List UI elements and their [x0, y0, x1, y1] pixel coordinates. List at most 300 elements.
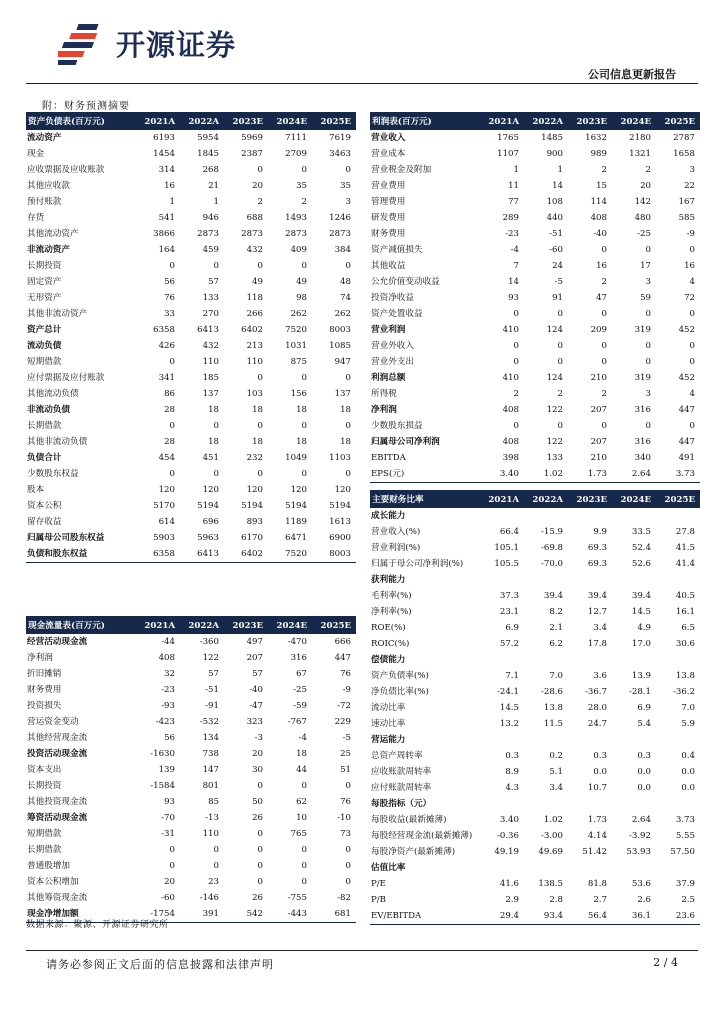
row-label: 营业外收入	[371, 341, 414, 351]
row-value: 875	[290, 357, 307, 367]
row-value: -4	[510, 245, 519, 255]
row-value: 2	[557, 389, 563, 399]
table-row	[370, 210, 700, 226]
row-value	[568, 860, 612, 876]
table-row	[370, 338, 700, 354]
row-value: 14.5	[499, 703, 519, 713]
row-label: 营运资金变动	[27, 717, 79, 727]
row-value: 52.4	[631, 543, 651, 553]
row-value: 0	[601, 357, 607, 367]
year-header: 2023E	[568, 113, 612, 130]
row-value: 0	[345, 469, 351, 479]
year-header: 2025E	[656, 113, 700, 130]
row-value: 765	[290, 829, 307, 839]
row-value: 207	[590, 405, 607, 415]
row-value: 41.4	[675, 559, 695, 569]
table-row	[26, 146, 356, 162]
row-value: 408	[158, 653, 175, 663]
row-value: 22	[684, 181, 695, 191]
row-label: 每股净资产(最新摊薄)	[371, 847, 456, 857]
row-value: 0	[645, 341, 651, 351]
row-value: 893	[246, 517, 263, 527]
row-value	[524, 652, 568, 668]
row-value: 0	[301, 421, 307, 431]
row-label: 营业收入(%)	[371, 527, 421, 537]
row-value: -10	[337, 813, 351, 823]
row-value: 5969	[241, 133, 263, 143]
row-value: -40	[249, 685, 263, 695]
row-label: 资本公积	[27, 501, 62, 511]
table-row	[370, 892, 700, 908]
row-value: 2873	[285, 229, 307, 239]
row-value: 0	[557, 357, 563, 367]
row-value: -423	[155, 717, 175, 727]
row-value: 0	[601, 245, 607, 255]
row-value: 0	[257, 845, 263, 855]
row-value: 5194	[329, 501, 351, 511]
row-value: 0	[301, 781, 307, 791]
row-value: 688	[246, 213, 263, 223]
table-row	[26, 874, 356, 890]
row-value: 410	[502, 373, 519, 383]
row-value: 57	[252, 669, 263, 679]
row-value: -70	[161, 813, 175, 823]
row-value: 210	[590, 453, 607, 463]
row-value: -36.2	[672, 687, 695, 697]
row-value: 0	[257, 781, 263, 791]
table-row	[370, 796, 700, 812]
table-row	[370, 466, 700, 483]
row-value: 0	[513, 341, 519, 351]
row-value: 20	[252, 749, 263, 759]
table-title: 现金流量表(百万元)	[26, 617, 136, 634]
row-label: 其他非流动负债	[27, 437, 88, 447]
row-value: 66.4	[499, 527, 519, 537]
year-header: 2023E	[224, 617, 268, 634]
row-value: -5	[342, 733, 351, 743]
row-label: 获利能力	[371, 575, 406, 585]
row-value: 426	[158, 341, 175, 351]
table-row	[370, 178, 700, 194]
row-label: 非流动资产	[27, 245, 70, 255]
row-value: 14	[552, 181, 563, 191]
row-value: 0	[345, 421, 351, 431]
row-label: 短期借款	[27, 829, 62, 839]
table-row	[370, 434, 700, 450]
row-value: 16	[684, 261, 695, 271]
row-value	[524, 796, 568, 812]
row-value: 28.0	[587, 703, 607, 713]
row-label: 营业费用	[371, 181, 406, 191]
table-row	[370, 636, 700, 652]
row-value: 20	[252, 181, 263, 191]
row-label: 经营活动现金流	[27, 637, 88, 647]
row-value	[480, 652, 524, 668]
row-value: 49.19	[494, 847, 519, 857]
table-row	[370, 508, 700, 524]
table-row	[26, 778, 356, 794]
row-value: 6358	[153, 325, 175, 335]
row-value: 3.40	[480, 466, 524, 483]
row-value: 989	[590, 149, 607, 159]
row-value: 541	[158, 213, 175, 223]
row-value: 18	[296, 437, 307, 447]
row-label: 偿债能力	[371, 655, 406, 665]
row-value: 5.9	[681, 719, 695, 729]
row-label: P/E	[371, 879, 386, 889]
row-value: 0	[601, 309, 607, 319]
row-value: 49.69	[538, 847, 563, 857]
row-value: 5954	[197, 133, 219, 143]
table-row	[26, 338, 356, 354]
row-value: -59	[293, 701, 307, 711]
table-row	[26, 162, 356, 178]
row-value: -91	[205, 701, 219, 711]
row-value: 4	[689, 389, 695, 399]
row-value: 0	[169, 357, 175, 367]
disclaimer-note: 请务必参阅正文后面的信息披露和法律声明	[46, 958, 274, 971]
row-value	[656, 860, 700, 876]
row-value: 15	[596, 181, 607, 191]
row-value: 35	[340, 181, 351, 191]
row-label: 非流动负债	[27, 405, 70, 415]
row-value: 2.1	[549, 623, 563, 633]
table-row	[370, 556, 700, 572]
row-value: 6.9	[505, 623, 519, 633]
row-value: 7111	[285, 133, 307, 143]
row-value: 124	[546, 373, 563, 383]
table-header-row	[26, 113, 356, 130]
table-row	[370, 700, 700, 716]
row-value: 35	[296, 181, 307, 191]
table-row	[370, 130, 700, 146]
table-row	[26, 370, 356, 386]
table-row	[370, 418, 700, 434]
row-label: 估值比率	[371, 863, 406, 873]
row-label: 净利润	[371, 405, 397, 415]
row-value: 3.73	[656, 466, 700, 483]
row-value: 2709	[285, 149, 307, 159]
table-row	[26, 842, 356, 858]
row-value: 23.1	[499, 607, 519, 617]
row-value: -28.6	[540, 687, 563, 697]
row-value: 1.02	[524, 466, 568, 483]
row-value: -5	[554, 277, 563, 287]
table-row	[370, 860, 700, 876]
row-value: 666	[334, 637, 351, 647]
row-value: 133	[202, 293, 219, 303]
row-label: 利润总额	[371, 373, 406, 383]
row-value: 118	[246, 293, 263, 303]
row-value	[568, 572, 612, 588]
row-value: 316	[290, 653, 307, 663]
row-value: 0	[345, 165, 351, 175]
row-value: 86	[164, 389, 175, 399]
table-row	[26, 698, 356, 714]
table-row	[370, 258, 700, 274]
year-header: 2021A	[480, 113, 524, 130]
row-label: 其他筹资现金流	[27, 893, 88, 903]
table-row	[26, 730, 356, 746]
row-value: 0	[301, 877, 307, 887]
row-label: 其他收益	[371, 261, 406, 271]
table-row	[370, 764, 700, 780]
row-value: 1658	[673, 149, 695, 159]
row-value: -532	[199, 717, 219, 727]
row-value: 37.9	[675, 879, 695, 889]
row-value: 447	[334, 653, 351, 663]
row-value	[612, 508, 656, 524]
table-row	[370, 290, 700, 306]
row-value: 0	[345, 261, 351, 271]
table-row	[26, 226, 356, 242]
row-value: 0	[213, 469, 219, 479]
table-row	[370, 572, 700, 588]
row-value: 1.02	[543, 815, 563, 825]
table-row	[370, 844, 700, 860]
row-value: 6471	[285, 533, 307, 543]
row-label: 其他投资现金流	[27, 797, 88, 807]
row-value: 3	[645, 277, 651, 287]
row-value: 114	[590, 197, 607, 207]
row-value: 17.8	[587, 639, 607, 649]
row-value: 134	[202, 733, 219, 743]
row-value: 18	[252, 437, 263, 447]
row-value	[480, 732, 524, 748]
row-value: 0	[169, 421, 175, 431]
row-value: 11	[508, 181, 519, 191]
row-value: 26	[252, 813, 263, 823]
row-label: 资本公积增加	[27, 877, 79, 887]
row-value: 408	[502, 437, 519, 447]
row-label: 营业利润	[371, 325, 406, 335]
row-label: 每股收益(最新摊薄)	[371, 815, 447, 825]
row-value: 0	[301, 165, 307, 175]
row-label: 成长能力	[371, 511, 406, 521]
row-value: 0	[645, 309, 651, 319]
row-label: 投资损失	[27, 701, 62, 711]
row-value: 0	[513, 421, 519, 431]
row-value: 2.7	[593, 895, 607, 905]
row-label: 净负债比率(%)	[371, 687, 429, 697]
row-value: -93	[161, 701, 175, 711]
row-value: 5963	[197, 533, 219, 543]
row-label: 存货	[27, 213, 45, 223]
row-value	[568, 732, 612, 748]
row-value: 4	[689, 277, 695, 287]
row-value: 5903	[153, 533, 175, 543]
table-row	[370, 322, 700, 338]
row-value: 3	[645, 389, 651, 399]
row-value: -755	[287, 893, 307, 903]
row-value: 1246	[329, 213, 351, 223]
row-value: 2.8	[549, 895, 563, 905]
row-value: 1085	[329, 341, 351, 351]
row-value: 17.0	[631, 639, 651, 649]
row-value: 48	[340, 277, 351, 287]
row-value: -70.0	[540, 559, 563, 569]
row-value: 0	[301, 861, 307, 871]
row-label: 资本支出	[27, 765, 62, 775]
table-row	[370, 668, 700, 684]
row-label: 少数股东损益	[371, 421, 423, 431]
row-value: 167	[678, 197, 695, 207]
row-value: 5194	[241, 501, 263, 511]
table-row	[370, 226, 700, 242]
table-row	[370, 370, 700, 386]
row-value	[568, 652, 612, 668]
row-value: -28.1	[628, 687, 651, 697]
row-value: 801	[202, 781, 219, 791]
row-value: -360	[199, 637, 219, 647]
row-value: 103	[246, 389, 263, 399]
row-value: 0	[557, 309, 563, 319]
row-value: -4	[298, 733, 307, 743]
row-label: EBITDA	[371, 453, 406, 463]
row-value: 69.3	[587, 559, 607, 569]
row-value: 2	[601, 389, 607, 399]
row-value: 120	[246, 485, 263, 495]
row-value: 85	[208, 797, 219, 807]
row-value: 6413	[180, 546, 224, 563]
row-label: 资产减值损失	[371, 245, 423, 255]
row-value: 432	[202, 341, 219, 351]
row-label: 应收账款周转率	[371, 767, 432, 777]
row-value: 0.2	[549, 751, 563, 761]
table-row	[370, 732, 700, 748]
row-value: 18	[208, 437, 219, 447]
row-value: 0	[169, 469, 175, 479]
row-value: 7.0	[549, 671, 563, 681]
row-value: 5194	[197, 501, 219, 511]
table-row	[26, 666, 356, 682]
row-value: 0	[645, 245, 651, 255]
row-label: 营业外支出	[371, 357, 414, 367]
row-value: 52.6	[631, 559, 651, 569]
row-label: 固定资产	[27, 277, 62, 287]
row-value: 8003	[312, 546, 356, 563]
row-value: 18	[296, 749, 307, 759]
row-label: P/B	[371, 895, 386, 905]
row-label: 股本	[27, 485, 45, 495]
row-value: 6193	[153, 133, 175, 143]
row-value: 0	[345, 861, 351, 871]
row-value: 2	[257, 197, 263, 207]
row-value: 266	[246, 309, 263, 319]
table-row	[370, 450, 700, 466]
row-label: 折旧摊销	[27, 669, 62, 679]
row-value: 0	[257, 877, 263, 887]
logo-mark-icon	[58, 20, 112, 66]
row-value	[568, 508, 612, 524]
row-value: 56	[164, 277, 175, 287]
table-row	[370, 274, 700, 290]
row-value: 0	[257, 373, 263, 383]
row-value: 73	[340, 829, 351, 839]
row-value: 1613	[329, 517, 351, 527]
row-value: 6.9	[637, 703, 651, 713]
row-label: 所得税	[371, 389, 397, 399]
row-value: 2.6	[637, 895, 651, 905]
table-row	[26, 650, 356, 666]
balance-sheet-table	[26, 112, 356, 563]
row-value: 2873	[197, 229, 219, 239]
row-value: 2180	[629, 133, 651, 143]
row-value: 98	[296, 293, 307, 303]
row-label: 负债合计	[27, 453, 62, 463]
row-value: 91	[552, 293, 563, 303]
row-value: 39.4	[631, 591, 651, 601]
row-value	[524, 860, 568, 876]
row-value: 319	[634, 373, 651, 383]
row-label: 速动比率	[371, 719, 406, 729]
row-label: 资产负债率(%)	[371, 671, 429, 681]
row-value: 289	[502, 213, 519, 223]
year-header: 2022A	[180, 113, 224, 130]
row-value: 57	[208, 669, 219, 679]
row-label: ROE(%)	[371, 623, 406, 633]
row-value: 452	[678, 373, 695, 383]
row-label: 投资净收益	[371, 293, 414, 303]
row-value: 0	[345, 781, 351, 791]
table-row	[370, 604, 700, 620]
row-value: 39.4	[543, 591, 563, 601]
row-value: 8.9	[505, 767, 519, 777]
row-value: -25	[637, 229, 651, 239]
row-value: 1049	[285, 453, 307, 463]
row-value: 262	[334, 309, 351, 319]
row-value: 3866	[153, 229, 175, 239]
row-value: 13.2	[499, 719, 519, 729]
table-row	[26, 290, 356, 306]
row-value: 0	[601, 421, 607, 431]
row-label: 无形资产	[27, 293, 62, 303]
row-value: 57.2	[499, 639, 519, 649]
row-label: 其他流动资产	[27, 229, 79, 239]
row-label: 少数股东权益	[27, 469, 79, 479]
row-value: 4.3	[505, 783, 519, 793]
report-type: 公司信息更新报告	[588, 68, 676, 81]
row-value: 341	[158, 373, 175, 383]
appendix-title: 附：财务预测摘要	[42, 101, 130, 112]
row-label: 营业税金及附加	[371, 165, 432, 175]
table-row	[370, 876, 700, 892]
row-value: 39.4	[587, 591, 607, 601]
row-value: -9	[686, 229, 695, 239]
row-value: 0.3	[593, 751, 607, 761]
row-value: 447	[678, 405, 695, 415]
row-value: 124	[546, 325, 563, 335]
row-value: 6358	[136, 546, 180, 563]
row-value: 13.8	[675, 671, 695, 681]
table-row	[26, 130, 356, 146]
row-value: 0.0	[637, 767, 651, 777]
table-row	[26, 402, 356, 418]
table-header-row	[26, 617, 356, 634]
row-label: 现金净增加额	[26, 906, 136, 923]
row-label: 营业利润(%)	[371, 543, 421, 553]
table-row	[370, 828, 700, 844]
row-value: 2	[645, 165, 651, 175]
row-value: 23	[208, 877, 219, 887]
row-label: 普通股增加	[27, 861, 70, 871]
row-value: 447	[678, 437, 695, 447]
row-value: -470	[287, 637, 307, 647]
row-label: 长期借款	[27, 845, 62, 855]
row-value: -23	[505, 229, 519, 239]
row-value: 138.5	[538, 879, 563, 889]
row-value: 1.73	[568, 466, 612, 483]
